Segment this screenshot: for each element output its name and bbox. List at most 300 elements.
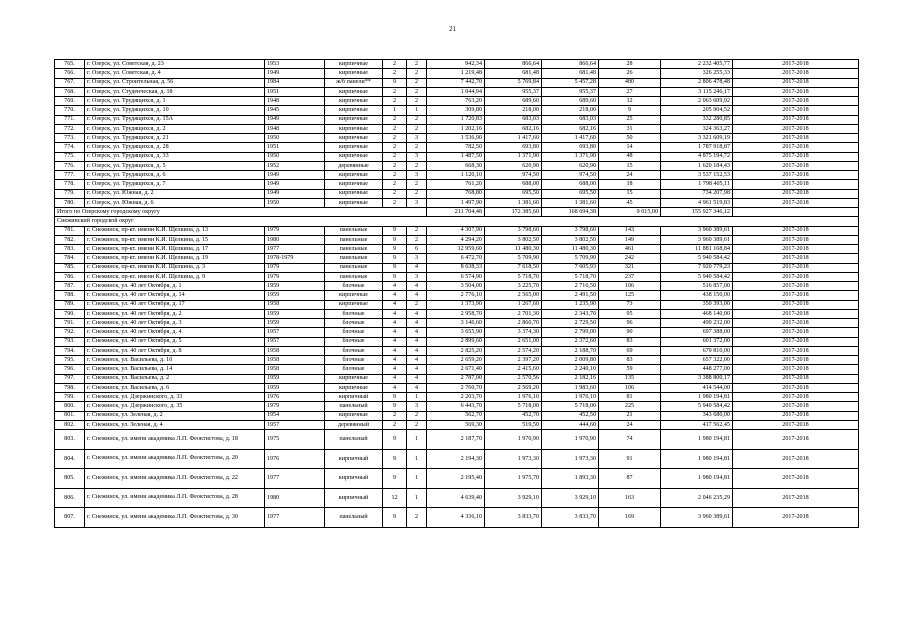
cell-entrances: 4 <box>407 374 427 383</box>
cell-wall-material: кирпичные <box>325 180 383 189</box>
cell-address: г. Озерск, ул. Трудящихся, д. 21 <box>85 134 265 143</box>
cell-wall-material: панельные <box>325 272 383 281</box>
cell-area-total: 1 044,94 <box>427 87 485 96</box>
cell-area-premises: 1 267,60 <box>485 300 542 309</box>
cell-row-number: 777. <box>55 171 85 180</box>
cell-entrances: 4 <box>407 319 427 328</box>
cell-repair-cost: 1 980 194,81 <box>661 469 733 489</box>
cell-address: г. Снежинск, пр-кт. имени К.И. Щелкина, д. 17 <box>85 245 265 254</box>
cell-area-residential: 5 718,00 <box>542 402 599 411</box>
cell-address: г. Снежинск, ул. Васильева, д. 10 <box>85 356 265 365</box>
cell-build-year: 1976 <box>265 393 325 402</box>
cell-repair-period: 2017-2018 <box>733 449 859 469</box>
cell-repair-cost: 5 940 584,42 <box>661 402 733 411</box>
cell-area-premises: 5 718,00 <box>485 402 542 411</box>
cell-build-year: 1949 <box>265 180 325 189</box>
cell-floors: 2 <box>383 420 407 429</box>
table-row <box>55 430 859 450</box>
cell-repair-cost: 3 115 246,17 <box>661 87 733 96</box>
cell-area-premises: 955,37 <box>485 87 542 96</box>
cell-residents: 73 <box>599 300 661 309</box>
cell-repair-period: 2017-2018 <box>733 383 859 392</box>
cell-address: г. Снежинск, ул. Зеленая, д. 2 <box>85 411 265 420</box>
cell-area-residential: 2 799,00 <box>542 328 599 337</box>
cell-row-number: 767. <box>55 78 85 87</box>
cell-residents: 91 <box>599 449 661 469</box>
cell-row-number: 771. <box>55 115 85 124</box>
cell-area-total: 768,80 <box>427 189 485 198</box>
cell-wall-material: кирпичные <box>325 171 383 180</box>
cell-address: г. Снежинск, ул. Васильева, д. 14 <box>85 365 265 374</box>
table-row <box>55 346 859 355</box>
cell-floors: 9 <box>383 469 407 489</box>
cell-residents: 59 <box>599 365 661 374</box>
cell-residents: 24 <box>599 171 661 180</box>
cell-entrances: 4 <box>407 356 427 365</box>
cell-repair-cost: 697 388,00 <box>661 328 733 337</box>
cell-row-number: 787. <box>55 282 85 291</box>
cell-area-premises: 519,50 <box>485 420 542 429</box>
cell-repair-period: 2017-2018 <box>733 291 859 300</box>
cell-repair-cost: 3 388 800,17 <box>661 374 733 383</box>
cell-entrances: 4 <box>407 263 427 272</box>
cell-entrances: 2 <box>407 161 427 170</box>
cell-entrances: 2 <box>407 78 427 87</box>
cell-entrances: 2 <box>407 420 427 429</box>
cell-floors: 2 <box>383 189 407 198</box>
cell-address: г. Снежинск, ул. 40 лет Октября, д. 17 <box>85 300 265 309</box>
cell-row-number: 796. <box>55 365 85 374</box>
cell-wall-material: кирпичные <box>325 300 383 309</box>
cell-floors: 9 <box>383 508 407 528</box>
cell-repair-period: 2017-2018 <box>733 263 859 272</box>
table-row <box>55 97 859 106</box>
cell-repair-period: 2017-2018 <box>733 97 859 106</box>
cell-entrances: 2 <box>407 143 427 152</box>
cell-address: г. Озерск, ул. Трудящихся, д. 15А <box>85 115 265 124</box>
cell-address: г. Снежинск, ул. 40 лет Октября, д. 14 <box>85 291 265 300</box>
cell-entrances: 3 <box>407 134 427 143</box>
cell-repair-period: 2017-2018 <box>733 69 859 78</box>
cell-wall-material: блочные <box>325 365 383 374</box>
housing-registry-table <box>54 59 859 528</box>
cell-area-total: 1 720,83 <box>427 115 485 124</box>
cell-address: г. Озерск, ул. Строительная, д. 56 <box>85 78 265 87</box>
cell-row-number: 793. <box>55 337 85 346</box>
table-row <box>55 469 859 489</box>
cell-residents: 15 <box>599 161 661 170</box>
cell-row-number: 770. <box>55 106 85 115</box>
cell-build-year: 1951 <box>265 143 325 152</box>
cell-row-number: 769. <box>55 97 85 106</box>
cell-area-residential: 11 480,30 <box>542 245 599 254</box>
cell-area-premises: 3 374,30 <box>485 328 542 337</box>
cell-residents: 83 <box>599 356 661 365</box>
cell-area-residential: 1 893,30 <box>542 469 599 489</box>
cell-build-year: 1958 <box>265 356 325 365</box>
cell-repair-period: 2017-2018 <box>733 115 859 124</box>
cell-entrances: 6 <box>407 245 427 254</box>
cell-repair-cost: 3 321 609,19 <box>661 134 733 143</box>
cell-area-residential: 866,64 <box>542 60 599 69</box>
cell-residents: 12 <box>599 97 661 106</box>
cell-residents: 106 <box>599 282 661 291</box>
cell-area-total: 2 659,20 <box>427 356 485 365</box>
cell-area-total: 1 497,90 <box>427 198 485 207</box>
cell-entrances: 2 <box>407 180 427 189</box>
cell-entrances: 1 <box>407 393 427 402</box>
cell-row-number: 805. <box>55 469 85 489</box>
cell-entrances: 4 <box>407 328 427 337</box>
cell-repair-cost: 1 980 194,81 <box>661 449 733 469</box>
cell-residents: 242 <box>599 254 661 263</box>
cell-area-premises: 2 569,20 <box>485 383 542 392</box>
cell-floors: 4 <box>383 319 407 328</box>
cell-address: г. Снежинск, пр-кт. имени К.И. Щелкина, д. 3 <box>85 263 265 272</box>
cell-repair-period: 2017-2018 <box>733 420 859 429</box>
cell-repair-period: 2017-2018 <box>733 134 859 143</box>
cell-area-premises: 2 397,20 <box>485 356 542 365</box>
table-row <box>55 449 859 469</box>
cell-row-number: 792. <box>55 328 85 337</box>
cell-area-residential: 444,60 <box>542 420 599 429</box>
cell-entrances: 4 <box>407 337 427 346</box>
cell-residents: 69 <box>599 346 661 355</box>
cell-area-total: 2 958,70 <box>427 309 485 318</box>
cell-residents: 45 <box>599 198 661 207</box>
cell-area-residential: 1 381,60 <box>542 198 599 207</box>
cell-build-year: 1950 <box>265 134 325 143</box>
cell-repair-period: 2017-2018 <box>733 189 859 198</box>
cell-floors: 9 <box>383 78 407 87</box>
cell-row-number: 783. <box>55 245 85 254</box>
cell-repair-period: 2017-2018 <box>733 78 859 87</box>
cell-entrances: 1 <box>407 449 427 469</box>
cell-entrances: 2 <box>407 124 427 133</box>
cell-repair-cost: 11 881 168,84 <box>661 245 733 254</box>
cell-address: г. Снежинск, ул. Васильева, д. 2 <box>85 374 265 383</box>
cell-repair-period: 2017-2018 <box>733 272 859 281</box>
cell-area-total: 8 638,33 <box>427 263 485 272</box>
cell-build-year: 1948 <box>265 124 325 133</box>
cell-area-total: 4 294,20 <box>427 235 485 244</box>
cell-address: г. Снежинск, ул. 40 лет Октября, д. 1 <box>85 282 265 291</box>
cell-repair-cost: 1 787 918,87 <box>661 143 733 152</box>
cell-row-number: 801. <box>55 411 85 420</box>
cell-area-premises: 3 929,10 <box>485 488 542 508</box>
cell-row-number: 802. <box>55 420 85 429</box>
cell-row-number: 789. <box>55 300 85 309</box>
cell-residents: 225 <box>599 402 661 411</box>
cell-build-year: 1948 <box>265 97 325 106</box>
cell-wall-material: панельный <box>325 508 383 528</box>
cell-area-residential: 2 188,70 <box>542 346 599 355</box>
cell-entrances: 2 <box>407 60 427 69</box>
cell-repair-cost: 734 207,98 <box>661 189 733 198</box>
cell-wall-material: блочные <box>325 282 383 291</box>
cell-build-year: 1976 <box>265 449 325 469</box>
cell-entrances: 2 <box>407 508 427 528</box>
table-row <box>55 226 859 235</box>
cell-row-number: 803. <box>55 430 85 450</box>
cell-row-number: 786. <box>55 272 85 281</box>
cell-entrances: 2 <box>407 226 427 235</box>
cell-floors: 4 <box>383 374 407 383</box>
cell-area-premises: 693,80 <box>485 143 542 152</box>
cell-row-number: 784. <box>55 254 85 263</box>
cell-repair-period: 2017-2018 <box>733 411 859 420</box>
cell-wall-material: блочные <box>325 337 383 346</box>
cell-floors: 2 <box>383 171 407 180</box>
table-row <box>55 508 859 528</box>
cell-wall-material: кирпичные <box>325 134 383 143</box>
cell-area-premises: 3 802,50 <box>485 235 542 244</box>
cell-area-total: 2 671,40 <box>427 365 485 374</box>
cell-row-number: 782. <box>55 235 85 244</box>
table-row <box>55 309 859 318</box>
cell-repair-period: 2017-2018 <box>733 106 859 115</box>
cell-residents: 48 <box>599 152 661 161</box>
cell-area-total: 761,20 <box>427 180 485 189</box>
cell-area-premises: 5 709,90 <box>485 254 542 263</box>
cell-floors: 2 <box>383 97 407 106</box>
cell-area-total: 2 195,40 <box>427 469 485 489</box>
cell-area-premises: 2 565,00 <box>485 291 542 300</box>
total-label: Итого по Озерскому городскому округу <box>55 208 427 217</box>
cell-area-total: 7 442,70 <box>427 78 485 87</box>
cell-area-premises: 688,00 <box>485 180 542 189</box>
cell-repair-cost: 5 940 584,42 <box>661 254 733 263</box>
cell-area-residential: 1 976,10 <box>542 393 599 402</box>
cell-area-total: 1 202,16 <box>427 124 485 133</box>
cell-repair-cost: 601 372,00 <box>661 337 733 346</box>
cell-row-number: 772. <box>55 124 85 133</box>
cell-area-premises: 695,50 <box>485 189 542 198</box>
table-row <box>55 152 859 161</box>
cell-entrances: 3 <box>407 272 427 281</box>
cell-entrances: 4 <box>407 365 427 374</box>
cell-area-residential: 2 240,10 <box>542 365 599 374</box>
cell-row-number: 779. <box>55 189 85 198</box>
table-row <box>55 254 859 263</box>
cell-build-year: 1957 <box>265 337 325 346</box>
cell-address: г. Озерск, ул. Трудящихся, д. 1 <box>85 97 265 106</box>
cell-residents: 9 <box>599 106 661 115</box>
cell-area-residential: 693,80 <box>542 143 599 152</box>
cell-wall-material: панельные <box>325 245 383 254</box>
cell-repair-period: 2017-2018 <box>733 365 859 374</box>
cell-address: г. Озерск, ул. Южная, д. 2 <box>85 189 265 198</box>
cell-address: г. Снежинск, ул. имени академика Л.П. Феоктистова, д. 20 <box>85 449 265 469</box>
cell-entrances: 1 <box>407 469 427 489</box>
cell-area-premises: 5 718,70 <box>485 272 542 281</box>
cell-floors: 9 <box>383 402 407 411</box>
cell-repair-period: 2017-2018 <box>733 254 859 263</box>
cell-area-total: 1 487,50 <box>427 152 485 161</box>
cell-repair-cost: 3 960 389,61 <box>661 508 733 528</box>
cell-floors: 9 <box>383 272 407 281</box>
cell-row-number: 773. <box>55 134 85 143</box>
cell-residents: 26 <box>599 69 661 78</box>
cell-area-residential: 2 729,50 <box>542 319 599 328</box>
cell-residents: 28 <box>599 60 661 69</box>
cell-build-year: 1950 <box>265 198 325 207</box>
cell-floors: 9 <box>383 254 407 263</box>
cell-floors: 4 <box>383 383 407 392</box>
cell-area-residential: 5 718,70 <box>542 272 599 281</box>
total-area-total: 211 704,48 <box>427 208 485 217</box>
cell-residents: 21 <box>599 411 661 420</box>
cell-address: г. Озерск, ул. Трудящихся, д. 33 <box>85 152 265 161</box>
cell-build-year: 1978-1979 <box>265 254 325 263</box>
table-row <box>55 189 859 198</box>
cell-build-year: 1950 <box>265 152 325 161</box>
table-row <box>55 124 859 133</box>
cell-area-total: 2 760,70 <box>427 383 485 392</box>
cell-entrances: 3 <box>407 198 427 207</box>
cell-wall-material: панельный <box>325 430 383 450</box>
cell-area-residential: 955,37 <box>542 87 599 96</box>
cell-area-premises: 1 975,70 <box>485 469 542 489</box>
cell-area-residential: 1 973,30 <box>542 449 599 469</box>
total-area-residential: 168 694,38 <box>542 208 599 217</box>
cell-area-premises: 1 371,90 <box>485 152 542 161</box>
cell-area-total: 3 655,90 <box>427 328 485 337</box>
cell-build-year: 1980 <box>265 488 325 508</box>
cell-repair-cost: 324 363,27 <box>661 124 733 133</box>
cell-build-year: 1949 <box>265 189 325 198</box>
cell-floors: 4 <box>383 337 407 346</box>
cell-address: г. Озерск, ул. Южная, д. 6 <box>85 198 265 207</box>
cell-area-total: 4 307,90 <box>427 226 485 235</box>
cell-residents: 461 <box>599 245 661 254</box>
cell-area-premises: 11 480,30 <box>485 245 542 254</box>
cell-floors: 9 <box>383 235 407 244</box>
cell-floors: 4 <box>383 309 407 318</box>
cell-repair-cost: 7 920 779,23 <box>661 263 733 272</box>
cell-build-year: 1979 <box>265 272 325 281</box>
cell-repair-period: 2017-2018 <box>733 171 859 180</box>
cell-residents: 95 <box>599 309 661 318</box>
cell-area-total: 1 373,90 <box>427 300 485 309</box>
cell-floors: 1 <box>383 106 407 115</box>
cell-area-total: 2 776,10 <box>427 291 485 300</box>
table-row <box>55 198 859 207</box>
cell-row-number: 795. <box>55 356 85 365</box>
cell-area-premises: 2 701,30 <box>485 309 542 318</box>
cell-wall-material: кирпичные <box>325 87 383 96</box>
cell-build-year: 1958 <box>265 300 325 309</box>
cell-row-number: 775. <box>55 152 85 161</box>
cell-floors: 9 <box>383 430 407 450</box>
cell-entrances: 2 <box>407 69 427 78</box>
cell-area-total: 6 574,90 <box>427 272 485 281</box>
table-row <box>55 263 859 272</box>
cell-wall-material: кирпичные <box>325 106 383 115</box>
page-number: 21 <box>449 25 456 33</box>
cell-repair-cost: 2 806 478,48 <box>661 78 733 87</box>
cell-area-premises: 1 417,60 <box>485 134 542 143</box>
table-row <box>55 328 859 337</box>
cell-area-residential: 1 371,90 <box>542 152 599 161</box>
cell-build-year: 1957 <box>265 420 325 429</box>
cell-residents: 25 <box>599 115 661 124</box>
cell-residents: 31 <box>599 124 661 133</box>
cell-residents: 81 <box>599 393 661 402</box>
cell-area-premises: 3 798,60 <box>485 226 542 235</box>
cell-wall-material: панельные <box>325 263 383 272</box>
cell-area-total: 782,50 <box>427 143 485 152</box>
table-row <box>55 365 859 374</box>
cell-area-premises: 7 618,50 <box>485 263 542 272</box>
cell-build-year: 1945 <box>265 106 325 115</box>
cell-entrances: 3 <box>407 254 427 263</box>
cell-row-number: 776. <box>55 161 85 170</box>
table-row <box>55 393 859 402</box>
cell-entrances: 4 <box>407 291 427 300</box>
cell-floors: 2 <box>383 124 407 133</box>
cell-repair-period: 2017-2018 <box>733 245 859 254</box>
cell-area-residential: 2 009,80 <box>542 356 599 365</box>
table-row <box>55 300 859 309</box>
table-row <box>55 374 859 383</box>
cell-floors: 2 <box>383 180 407 189</box>
cell-wall-material: кирпичный <box>325 393 383 402</box>
cell-repair-cost: 343 680,00 <box>661 411 733 420</box>
cell-address: г. Озерск, ул. Советская, д. 4 <box>85 69 265 78</box>
cell-residents: 15 <box>599 189 661 198</box>
cell-build-year: 1977 <box>265 245 325 254</box>
cell-row-number: 798. <box>55 383 85 392</box>
cell-area-total: 1 536,90 <box>427 134 485 143</box>
cell-row-number: 785. <box>55 263 85 272</box>
cell-address: г. Озерск, ул. Советская, д. 23 <box>85 60 265 69</box>
cell-entrances: 1 <box>407 106 427 115</box>
cell-row-number: 778. <box>55 180 85 189</box>
table-row <box>55 180 859 189</box>
cell-area-premises: 2 570,56 <box>485 374 542 383</box>
cell-repair-period: 2017-2018 <box>733 488 859 508</box>
cell-repair-cost: 499 232,00 <box>661 319 733 328</box>
cell-residents: 24 <box>599 420 661 429</box>
cell-area-total: 942,34 <box>427 60 485 69</box>
cell-area-total: 309,80 <box>427 106 485 115</box>
table-row <box>55 337 859 346</box>
cell-floors: 12 <box>383 488 407 508</box>
cell-area-premises: 866,64 <box>485 60 542 69</box>
table-row <box>55 235 859 244</box>
cell-address: г. Снежинск, ул. имени академика Л.П. Феоктистова, д. 22 <box>85 469 265 489</box>
cell-row-number: 768. <box>55 87 85 96</box>
cell-row-number: 804. <box>55 449 85 469</box>
table-row <box>55 115 859 124</box>
cell-wall-material: кирпичные <box>325 189 383 198</box>
cell-repair-cost: 1 980 194,81 <box>661 393 733 402</box>
cell-area-residential: 682,16 <box>542 124 599 133</box>
cell-wall-material: кирпичный <box>325 488 383 508</box>
cell-wall-material: кирпичные <box>325 97 383 106</box>
cell-address: г. Снежинск, ул. 40 лет Октября, д. 2 <box>85 309 265 318</box>
cell-repair-period: 2017-2018 <box>733 198 859 207</box>
cell-entrances: 2 <box>407 97 427 106</box>
cell-entrances: 2 <box>407 411 427 420</box>
cell-area-total: 562,70 <box>427 411 485 420</box>
cell-repair-period: 2017-2018 <box>733 180 859 189</box>
cell-repair-cost: 516 857,00 <box>661 282 733 291</box>
table-row <box>55 143 859 152</box>
cell-area-total: 2 825,20 <box>427 346 485 355</box>
cell-area-total: 1 120,10 <box>427 171 485 180</box>
